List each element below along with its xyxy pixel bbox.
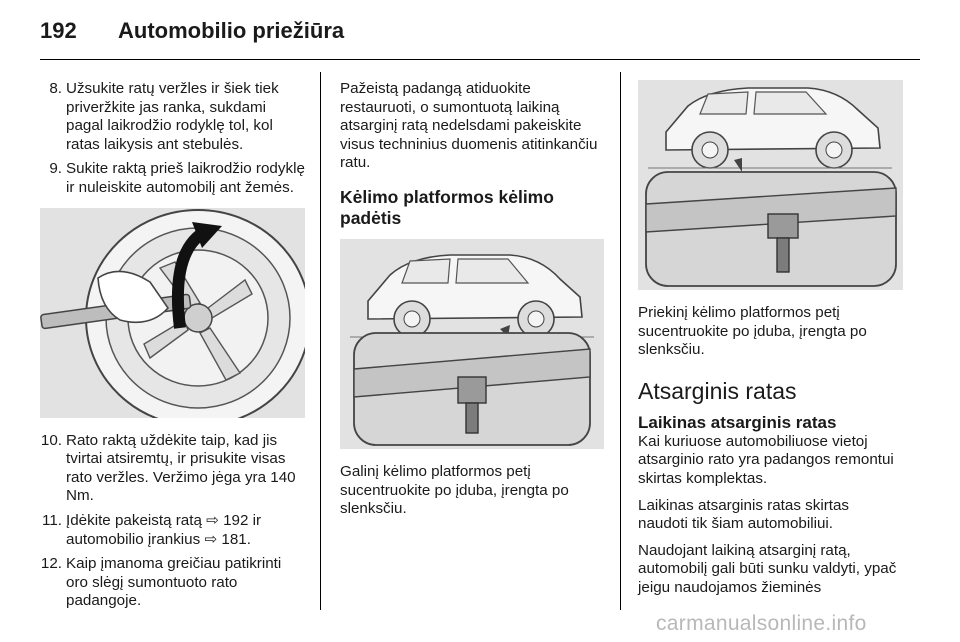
step-item bbox=[40, 555, 305, 611]
section-heading-lift-position: Kėlimo platformos kėlimo padėtis bbox=[340, 186, 554, 228]
column-2 bbox=[340, 80, 604, 527]
page-title: Automobilio priežiūra bbox=[118, 18, 345, 43]
step-text: Sukite raktą prieš laikrodžio rodyklę ir nuleiskite automobilį ant žemės. bbox=[66, 160, 305, 196]
paragraph: Kai kuriuose automobiliuose vietoj atsarginio rato yra padangos remontui skirtas komplektas. bbox=[638, 432, 894, 487]
step-item bbox=[40, 160, 305, 197]
step-number: 8. bbox=[49, 80, 62, 97]
step-number: 11. bbox=[42, 511, 62, 529]
step-number: 9. bbox=[49, 160, 62, 178]
step-text: Įdėkite pakeistą ratą ⇨ 192 ir automobilio įrankius ⇨ 181. bbox=[66, 511, 262, 548]
page-number: 192 bbox=[40, 18, 77, 43]
paragraph: Laikinas atsarginis ratas skirtas naudoti tik šiam automobiliui. bbox=[638, 496, 850, 533]
step-text: Rato raktą uždėkite taip, kad jis tvirtai atsiremtų, ir prisukite visas rato veržles. Veržimo jėga yra 140 Nm. bbox=[66, 431, 296, 505]
column-divider-1 bbox=[320, 72, 321, 610]
intro-paragraph: Pažeistą padangą atiduokite restauruoti, o sumontuotą laikiną atsarginį ratą nedelsdami pakeiskite visus techninius duomenis atitinkančiu ratu. bbox=[340, 80, 598, 172]
column-divider-2 bbox=[620, 72, 621, 610]
header-divider bbox=[40, 59, 920, 60]
column-1 bbox=[40, 80, 305, 617]
subheading-temporary-spare: Laikinas atsarginis ratas bbox=[638, 412, 837, 432]
paragraph: Naudojant laikiną atsarginį ratą, automobilį gali būti sunku valdyti, ypač jeigu naudojamos žieminės bbox=[638, 541, 897, 596]
front-lift-point-illustration bbox=[638, 80, 903, 290]
step-text: Užsukite ratų veržles ir šiek tiek priveržkite jas ranka, sukdami pagal laikrodžio rodyklę tol, kol ratas laikysis ant stebulės. bbox=[66, 80, 279, 153]
step-text: Kaip įmanoma greičiau patikrinti oro slėgį sumontuoto rato padangoje. bbox=[66, 555, 282, 610]
section-heading-spare-wheel: Atsarginis ratas bbox=[638, 377, 797, 404]
step-number: 12. bbox=[40, 555, 62, 573]
column-3 bbox=[638, 80, 903, 606]
rear-lift-point-illustration bbox=[340, 239, 604, 449]
rear-lift-caption: Galinį kėlimo platformos petį sucentruokite po įduba, įrengta po slenksčiu. bbox=[340, 462, 569, 518]
watermark: carmanualsonline.info bbox=[656, 612, 867, 635]
step-number: 10. bbox=[40, 431, 62, 449]
step-item bbox=[40, 80, 305, 154]
front-lift-caption: Priekinį kėlimo platformos petį sucentruokite po įduba, įrengta po slenksčiu. bbox=[638, 304, 867, 359]
page-header bbox=[40, 18, 920, 48]
step-item bbox=[40, 432, 305, 506]
step-item bbox=[40, 512, 305, 549]
wheel-wrench-illustration bbox=[40, 208, 305, 418]
